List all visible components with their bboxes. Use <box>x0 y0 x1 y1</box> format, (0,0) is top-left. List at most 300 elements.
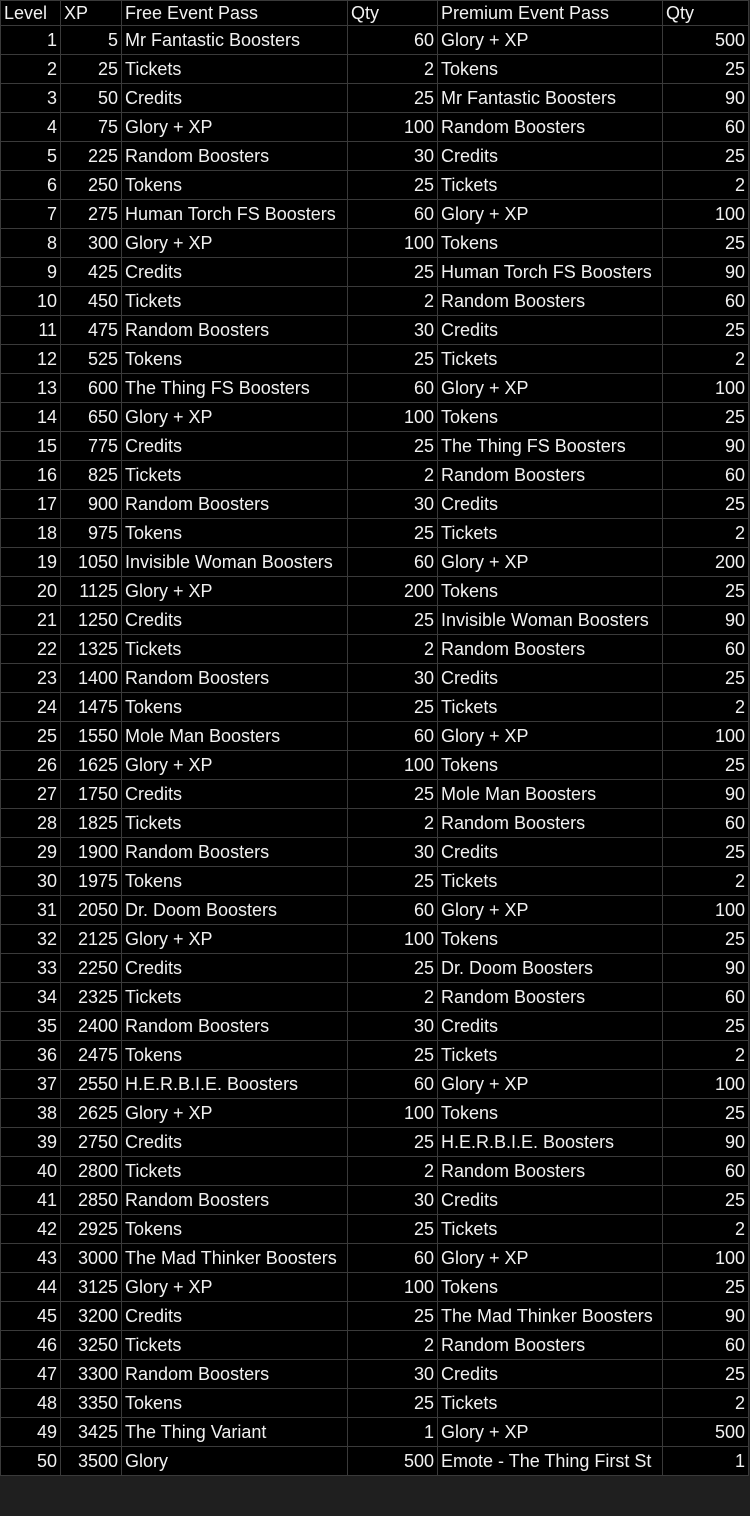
cell-premium-qty: 25 <box>663 316 749 345</box>
cell-free-qty: 1 <box>348 1418 438 1447</box>
table-row <box>1 635 749 664</box>
table-row <box>1 1157 749 1186</box>
cell-xp: 425 <box>61 258 122 287</box>
table-row <box>1 1418 749 1447</box>
cell-premium-qty: 25 <box>663 838 749 867</box>
cell-level: 49 <box>1 1418 61 1447</box>
cell-free-qty: 25 <box>348 780 438 809</box>
cell-free-reward: The Thing Variant <box>122 1418 348 1447</box>
table-row <box>1 780 749 809</box>
table-row <box>1 432 749 461</box>
cell-free-qty: 100 <box>348 751 438 780</box>
header-free-qty: Qty <box>348 1 438 26</box>
cell-free-reward: Tickets <box>122 635 348 664</box>
cell-free-reward: Tokens <box>122 1041 348 1070</box>
cell-free-qty: 25 <box>348 1041 438 1070</box>
cell-xp: 3425 <box>61 1418 122 1447</box>
cell-premium-reward: Dr. Doom Boosters <box>438 954 663 983</box>
table-row <box>1 1186 749 1215</box>
cell-premium-reward: Credits <box>438 490 663 519</box>
cell-free-reward: Glory + XP <box>122 1273 348 1302</box>
table-row <box>1 954 749 983</box>
cell-level: 45 <box>1 1302 61 1331</box>
cell-free-qty: 2 <box>348 635 438 664</box>
cell-xp: 75 <box>61 113 122 142</box>
cell-premium-reward: Tickets <box>438 519 663 548</box>
cell-xp: 3350 <box>61 1389 122 1418</box>
cell-level: 43 <box>1 1244 61 1273</box>
cell-free-reward: Random Boosters <box>122 142 348 171</box>
cell-xp: 2400 <box>61 1012 122 1041</box>
cell-level: 30 <box>1 867 61 896</box>
cell-level: 37 <box>1 1070 61 1099</box>
cell-premium-qty: 60 <box>663 809 749 838</box>
cell-free-reward: Credits <box>122 258 348 287</box>
cell-xp: 225 <box>61 142 122 171</box>
cell-free-reward: Dr. Doom Boosters <box>122 896 348 925</box>
cell-premium-qty: 200 <box>663 548 749 577</box>
table-row <box>1 1302 749 1331</box>
cell-premium-reward: Tickets <box>438 867 663 896</box>
cell-free-qty: 60 <box>348 374 438 403</box>
cell-free-qty: 25 <box>348 867 438 896</box>
cell-free-qty: 2 <box>348 1157 438 1186</box>
cell-free-qty: 60 <box>348 896 438 925</box>
cell-xp: 475 <box>61 316 122 345</box>
cell-premium-reward: Glory + XP <box>438 26 663 55</box>
cell-xp: 450 <box>61 287 122 316</box>
header-free-event-pass: Free Event Pass <box>122 1 348 26</box>
cell-level: 34 <box>1 983 61 1012</box>
cell-free-qty: 60 <box>348 1244 438 1273</box>
cell-free-reward: Tokens <box>122 867 348 896</box>
cell-xp: 2925 <box>61 1215 122 1244</box>
cell-free-reward: Glory + XP <box>122 1099 348 1128</box>
cell-premium-reward: Random Boosters <box>438 809 663 838</box>
cell-premium-qty: 100 <box>663 1070 749 1099</box>
cell-xp: 3125 <box>61 1273 122 1302</box>
cell-xp: 2250 <box>61 954 122 983</box>
table-row <box>1 345 749 374</box>
cell-free-reward: The Mad Thinker Boosters <box>122 1244 348 1273</box>
cell-premium-qty: 25 <box>663 229 749 258</box>
cell-premium-qty: 100 <box>663 722 749 751</box>
table-row <box>1 258 749 287</box>
cell-free-qty: 30 <box>348 316 438 345</box>
cell-premium-qty: 25 <box>663 925 749 954</box>
cell-free-qty: 100 <box>348 1273 438 1302</box>
cell-level: 12 <box>1 345 61 374</box>
cell-free-qty: 2 <box>348 983 438 1012</box>
table-row <box>1 229 749 258</box>
cell-xp: 2800 <box>61 1157 122 1186</box>
cell-free-qty: 30 <box>348 490 438 519</box>
cell-premium-reward: Random Boosters <box>438 461 663 490</box>
cell-free-qty: 25 <box>348 1302 438 1331</box>
cell-free-qty: 60 <box>348 200 438 229</box>
cell-premium-qty: 90 <box>663 1128 749 1157</box>
cell-xp: 1475 <box>61 693 122 722</box>
cell-free-qty: 25 <box>348 258 438 287</box>
cell-free-reward: Tickets <box>122 809 348 838</box>
cell-xp: 3300 <box>61 1360 122 1389</box>
cell-premium-qty: 90 <box>663 954 749 983</box>
cell-premium-reward: Tokens <box>438 55 663 84</box>
cell-level: 20 <box>1 577 61 606</box>
table-row <box>1 490 749 519</box>
cell-level: 16 <box>1 461 61 490</box>
cell-free-reward: Glory <box>122 1447 348 1476</box>
cell-level: 23 <box>1 664 61 693</box>
cell-level: 10 <box>1 287 61 316</box>
table-row <box>1 461 749 490</box>
cell-premium-qty: 500 <box>663 26 749 55</box>
table-row <box>1 1244 749 1273</box>
cell-premium-qty: 60 <box>663 1331 749 1360</box>
cell-level: 11 <box>1 316 61 345</box>
cell-premium-qty: 2 <box>663 171 749 200</box>
cell-premium-qty: 2 <box>663 867 749 896</box>
cell-xp: 1750 <box>61 780 122 809</box>
cell-free-qty: 25 <box>348 432 438 461</box>
cell-free-reward: Mole Man Boosters <box>122 722 348 751</box>
cell-xp: 25 <box>61 55 122 84</box>
cell-free-reward: Tickets <box>122 1157 348 1186</box>
cell-free-reward: Random Boosters <box>122 316 348 345</box>
cell-free-reward: Tokens <box>122 1389 348 1418</box>
cell-level: 8 <box>1 229 61 258</box>
cell-free-reward: Credits <box>122 1128 348 1157</box>
cell-level: 6 <box>1 171 61 200</box>
cell-free-reward: Random Boosters <box>122 838 348 867</box>
table-row <box>1 519 749 548</box>
cell-free-qty: 30 <box>348 1012 438 1041</box>
cell-premium-reward: Credits <box>438 838 663 867</box>
cell-level: 42 <box>1 1215 61 1244</box>
cell-xp: 1400 <box>61 664 122 693</box>
table-row <box>1 113 749 142</box>
cell-free-reward: Credits <box>122 780 348 809</box>
cell-premium-qty: 90 <box>663 258 749 287</box>
cell-premium-qty: 25 <box>663 1273 749 1302</box>
cell-premium-qty: 2 <box>663 1041 749 1070</box>
cell-premium-reward: Glory + XP <box>438 1418 663 1447</box>
cell-xp: 5 <box>61 26 122 55</box>
cell-premium-reward: Credits <box>438 142 663 171</box>
cell-premium-reward: Emote - The Thing First St <box>438 1447 663 1476</box>
cell-premium-reward: Invisible Woman Boosters <box>438 606 663 635</box>
cell-xp: 650 <box>61 403 122 432</box>
header-premium-event-pass: Premium Event Pass <box>438 1 663 26</box>
cell-level: 44 <box>1 1273 61 1302</box>
table-row <box>1 925 749 954</box>
table-row <box>1 316 749 345</box>
cell-level: 27 <box>1 780 61 809</box>
table-row <box>1 809 749 838</box>
cell-xp: 1250 <box>61 606 122 635</box>
cell-free-reward: Credits <box>122 1302 348 1331</box>
cell-xp: 600 <box>61 374 122 403</box>
cell-premium-reward: Tickets <box>438 1215 663 1244</box>
cell-xp: 525 <box>61 345 122 374</box>
cell-free-qty: 25 <box>348 519 438 548</box>
cell-free-qty: 2 <box>348 461 438 490</box>
cell-premium-qty: 100 <box>663 200 749 229</box>
cell-premium-qty: 25 <box>663 142 749 171</box>
cell-xp: 2125 <box>61 925 122 954</box>
cell-free-reward: Tokens <box>122 693 348 722</box>
cell-free-qty: 100 <box>348 925 438 954</box>
table-row <box>1 1099 749 1128</box>
table-row <box>1 751 749 780</box>
cell-free-reward: Credits <box>122 432 348 461</box>
cell-free-qty: 100 <box>348 229 438 258</box>
cell-free-reward: Credits <box>122 84 348 113</box>
table-row <box>1 55 749 84</box>
cell-premium-qty: 2 <box>663 1215 749 1244</box>
cell-level: 41 <box>1 1186 61 1215</box>
cell-premium-reward: Human Torch FS Boosters <box>438 258 663 287</box>
cell-xp: 1825 <box>61 809 122 838</box>
cell-premium-qty: 2 <box>663 345 749 374</box>
cell-xp: 1325 <box>61 635 122 664</box>
cell-xp: 1625 <box>61 751 122 780</box>
cell-premium-reward: Glory + XP <box>438 374 663 403</box>
cell-level: 15 <box>1 432 61 461</box>
cell-free-qty: 25 <box>348 1215 438 1244</box>
table-row <box>1 983 749 1012</box>
cell-premium-qty: 90 <box>663 606 749 635</box>
cell-premium-qty: 60 <box>663 113 749 142</box>
cell-level: 2 <box>1 55 61 84</box>
cell-free-reward: Tickets <box>122 287 348 316</box>
cell-level: 21 <box>1 606 61 635</box>
cell-level: 19 <box>1 548 61 577</box>
table-row <box>1 1041 749 1070</box>
cell-free-qty: 25 <box>348 606 438 635</box>
cell-premium-reward: Glory + XP <box>438 200 663 229</box>
cell-level: 18 <box>1 519 61 548</box>
table-row <box>1 1012 749 1041</box>
cell-free-qty: 2 <box>348 55 438 84</box>
cell-premium-reward: Mole Man Boosters <box>438 780 663 809</box>
cell-free-reward: Glory + XP <box>122 751 348 780</box>
cell-xp: 50 <box>61 84 122 113</box>
cell-premium-qty: 60 <box>663 1157 749 1186</box>
cell-premium-qty: 500 <box>663 1418 749 1447</box>
cell-premium-reward: Credits <box>438 1012 663 1041</box>
table-row <box>1 26 749 55</box>
cell-free-qty: 100 <box>348 113 438 142</box>
cell-free-reward: Human Torch FS Boosters <box>122 200 348 229</box>
table-row <box>1 200 749 229</box>
cell-premium-qty: 100 <box>663 1244 749 1273</box>
cell-free-reward: Tokens <box>122 519 348 548</box>
cell-free-qty: 100 <box>348 1099 438 1128</box>
header-xp: XP <box>61 1 122 26</box>
cell-xp: 975 <box>61 519 122 548</box>
cell-premium-qty: 25 <box>663 577 749 606</box>
cell-xp: 825 <box>61 461 122 490</box>
cell-free-qty: 25 <box>348 171 438 200</box>
cell-level: 39 <box>1 1128 61 1157</box>
cell-free-reward: H.E.R.B.I.E. Boosters <box>122 1070 348 1099</box>
cell-xp: 1550 <box>61 722 122 751</box>
table-row <box>1 1215 749 1244</box>
table-row <box>1 838 749 867</box>
cell-premium-reward: Tokens <box>438 1099 663 1128</box>
cell-free-qty: 60 <box>348 722 438 751</box>
cell-premium-reward: Tokens <box>438 751 663 780</box>
cell-premium-reward: Credits <box>438 1186 663 1215</box>
cell-level: 4 <box>1 113 61 142</box>
cell-free-qty: 25 <box>348 954 438 983</box>
cell-free-reward: Mr Fantastic Boosters <box>122 26 348 55</box>
cell-free-reward: Tickets <box>122 1331 348 1360</box>
cell-free-reward: Credits <box>122 606 348 635</box>
table-row <box>1 403 749 432</box>
cell-xp: 2550 <box>61 1070 122 1099</box>
cell-premium-reward: H.E.R.B.I.E. Boosters <box>438 1128 663 1157</box>
cell-premium-qty: 90 <box>663 780 749 809</box>
cell-premium-qty: 25 <box>663 1360 749 1389</box>
cell-premium-reward: Glory + XP <box>438 896 663 925</box>
cell-xp: 1900 <box>61 838 122 867</box>
cell-level: 5 <box>1 142 61 171</box>
cell-premium-qty: 25 <box>663 490 749 519</box>
cell-xp: 250 <box>61 171 122 200</box>
cell-premium-reward: Random Boosters <box>438 635 663 664</box>
cell-premium-reward: Credits <box>438 664 663 693</box>
cell-level: 29 <box>1 838 61 867</box>
cell-premium-qty: 2 <box>663 1389 749 1418</box>
cell-premium-qty: 90 <box>663 432 749 461</box>
cell-xp: 1975 <box>61 867 122 896</box>
cell-premium-reward: Glory + XP <box>438 722 663 751</box>
cell-free-qty: 60 <box>348 548 438 577</box>
cell-free-qty: 30 <box>348 1360 438 1389</box>
cell-free-reward: Random Boosters <box>122 490 348 519</box>
cell-premium-qty: 25 <box>663 403 749 432</box>
cell-premium-reward: The Thing FS Boosters <box>438 432 663 461</box>
cell-xp: 3000 <box>61 1244 122 1273</box>
cell-free-qty: 30 <box>348 838 438 867</box>
cell-premium-qty: 25 <box>663 751 749 780</box>
cell-free-qty: 30 <box>348 1186 438 1215</box>
cell-xp: 2475 <box>61 1041 122 1070</box>
table-row <box>1 606 749 635</box>
cell-premium-reward: Tickets <box>438 345 663 374</box>
cell-free-reward: Glory + XP <box>122 229 348 258</box>
cell-premium-reward: Credits <box>438 316 663 345</box>
table-row <box>1 896 749 925</box>
cell-level: 9 <box>1 258 61 287</box>
cell-premium-reward: Random Boosters <box>438 1331 663 1360</box>
cell-free-qty: 2 <box>348 809 438 838</box>
table-row <box>1 867 749 896</box>
cell-level: 40 <box>1 1157 61 1186</box>
cell-xp: 3250 <box>61 1331 122 1360</box>
cell-xp: 775 <box>61 432 122 461</box>
cell-free-qty: 25 <box>348 693 438 722</box>
cell-level: 1 <box>1 26 61 55</box>
cell-premium-qty: 25 <box>663 1186 749 1215</box>
cell-free-qty: 60 <box>348 26 438 55</box>
cell-free-qty: 2 <box>348 1331 438 1360</box>
cell-xp: 1125 <box>61 577 122 606</box>
cell-premium-qty: 25 <box>663 1099 749 1128</box>
table-row <box>1 1331 749 1360</box>
cell-xp: 275 <box>61 200 122 229</box>
cell-free-reward: Random Boosters <box>122 1012 348 1041</box>
cell-premium-reward: Random Boosters <box>438 983 663 1012</box>
cell-free-qty: 200 <box>348 577 438 606</box>
cell-free-qty: 30 <box>348 142 438 171</box>
cell-premium-qty: 100 <box>663 374 749 403</box>
cell-level: 48 <box>1 1389 61 1418</box>
cell-premium-reward: Glory + XP <box>438 1244 663 1273</box>
cell-free-qty: 25 <box>348 1128 438 1157</box>
cell-free-reward: Glory + XP <box>122 113 348 142</box>
table-row <box>1 1273 749 1302</box>
cell-premium-reward: Tokens <box>438 577 663 606</box>
cell-xp: 2325 <box>61 983 122 1012</box>
header-premium-qty: Qty <box>663 1 749 26</box>
cell-level: 24 <box>1 693 61 722</box>
cell-level: 50 <box>1 1447 61 1476</box>
table-row <box>1 287 749 316</box>
table-row <box>1 1389 749 1418</box>
cell-level: 17 <box>1 490 61 519</box>
cell-free-qty: 25 <box>348 84 438 113</box>
cell-free-reward: Tickets <box>122 983 348 1012</box>
cell-free-reward: Glory + XP <box>122 403 348 432</box>
table-row <box>1 577 749 606</box>
cell-premium-reward: Mr Fantastic Boosters <box>438 84 663 113</box>
cell-premium-qty: 100 <box>663 896 749 925</box>
table-row <box>1 1070 749 1099</box>
cell-level: 31 <box>1 896 61 925</box>
cell-premium-reward: Tickets <box>438 693 663 722</box>
cell-premium-reward: Glory + XP <box>438 1070 663 1099</box>
cell-level: 25 <box>1 722 61 751</box>
cell-premium-reward: The Mad Thinker Boosters <box>438 1302 663 1331</box>
table-row <box>1 84 749 113</box>
cell-level: 7 <box>1 200 61 229</box>
cell-level: 33 <box>1 954 61 983</box>
cell-free-reward: Tokens <box>122 345 348 374</box>
header-row <box>1 1 749 26</box>
cell-free-reward: Random Boosters <box>122 664 348 693</box>
cell-premium-qty: 25 <box>663 55 749 84</box>
cell-free-reward: Tokens <box>122 1215 348 1244</box>
cell-free-qty: 60 <box>348 1070 438 1099</box>
cell-level: 13 <box>1 374 61 403</box>
cell-xp: 900 <box>61 490 122 519</box>
cell-free-qty: 100 <box>348 403 438 432</box>
cell-free-reward: Tickets <box>122 461 348 490</box>
cell-premium-reward: Random Boosters <box>438 1157 663 1186</box>
cell-xp: 1050 <box>61 548 122 577</box>
cell-level: 26 <box>1 751 61 780</box>
table-row <box>1 374 749 403</box>
cell-level: 22 <box>1 635 61 664</box>
cell-premium-reward: Credits <box>438 1360 663 1389</box>
cell-premium-reward: Tokens <box>438 925 663 954</box>
cell-level: 46 <box>1 1331 61 1360</box>
cell-premium-qty: 25 <box>663 1012 749 1041</box>
cell-premium-reward: Random Boosters <box>438 287 663 316</box>
